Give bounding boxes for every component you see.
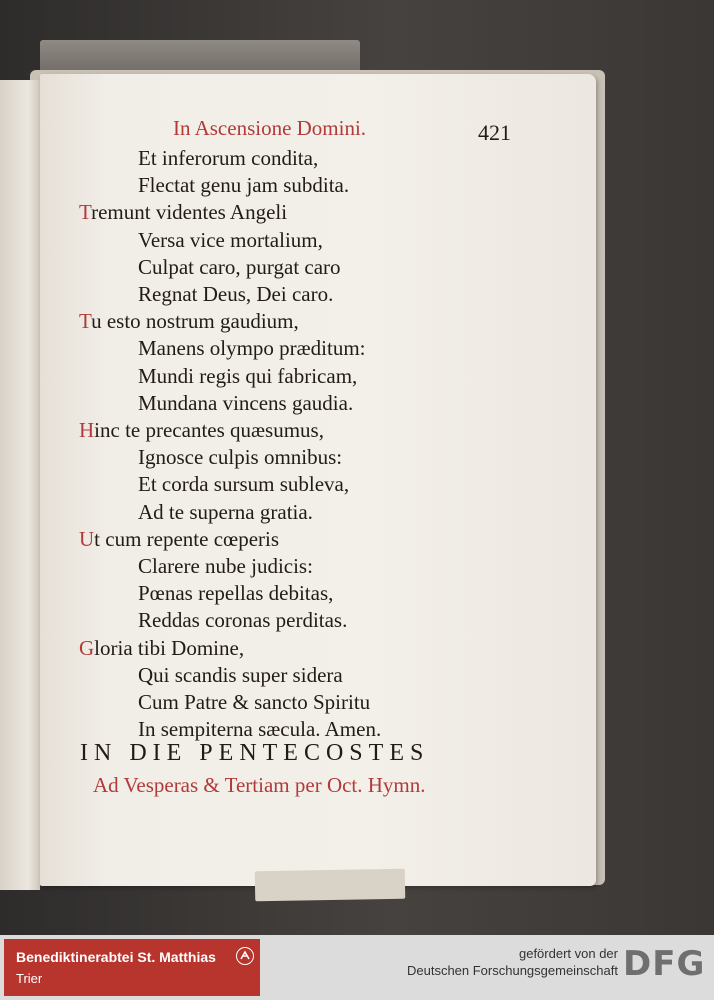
hymn-line bbox=[138, 390, 354, 415]
hymn-line-text: In sempiterna sæcula. Amen. bbox=[138, 717, 382, 742]
hymn-line bbox=[138, 284, 333, 305]
hymn-line bbox=[79, 526, 280, 551]
hymn-line bbox=[138, 227, 323, 252]
hymn-line bbox=[138, 583, 333, 604]
hymn-line bbox=[138, 254, 341, 279]
section-heading: IN DIE PENTECOSTES bbox=[80, 740, 430, 766]
red-initial: H bbox=[79, 418, 95, 442]
red-initial: T bbox=[79, 200, 92, 225]
funding-line-2: Deutschen Forschungsgemeinschaft bbox=[406, 963, 618, 978]
facing-page-edge bbox=[0, 80, 40, 890]
section-subheading: Ad Vesperas & Tertiam per Oct. Hymn. bbox=[93, 773, 426, 797]
hymn-line-text: Cum Patre & sancto Spiritu bbox=[138, 690, 371, 714]
hymn-line bbox=[138, 474, 349, 495]
hymn-line-text: Clarere nube judicis: bbox=[138, 554, 313, 578]
dfg-logo[interactable]: DFG bbox=[623, 944, 706, 984]
hymn-line-text: Regnat Deus, Dei caro. bbox=[138, 282, 334, 306]
institution-name: Benediktinerabtei St. Matthias bbox=[16, 949, 216, 965]
page-number: 421 bbox=[478, 120, 511, 145]
hymn-line-text: Ignosce culpis omnibus: bbox=[138, 445, 343, 470]
hymn-line-text: Et corda sursum subleva, bbox=[138, 472, 350, 497]
hymn-line bbox=[138, 719, 381, 740]
hymn-line bbox=[138, 175, 349, 196]
hymn-line-text: u esto nostrum gaudium, bbox=[91, 309, 299, 334]
hymn-line-text: remunt videntes Angeli bbox=[91, 200, 288, 225]
hymn-line bbox=[79, 635, 245, 660]
hymn-line bbox=[138, 338, 366, 359]
red-initial: T bbox=[79, 309, 92, 334]
paper-scrap bbox=[255, 869, 406, 902]
hymn-line-text: Culpat caro, purgat caro bbox=[138, 254, 341, 279]
hymn-line bbox=[138, 662, 343, 687]
hymn-line-text: Mundi regis qui fabricam, bbox=[138, 363, 358, 388]
hymn-line-text: Et inferorum condita, bbox=[138, 146, 319, 170]
hymn-line bbox=[138, 692, 370, 713]
hymn-line bbox=[138, 148, 318, 169]
hymn-line-text: Qui scandis super sidera bbox=[138, 662, 343, 687]
footer-bar bbox=[0, 935, 714, 1000]
hymn-line-text: Manens olympo præditum: bbox=[138, 336, 366, 361]
hymn-line-text: Ad te superna gratia. bbox=[138, 499, 313, 524]
hymn-line-text: loria tibi Domine, bbox=[94, 635, 245, 660]
hymn-line bbox=[138, 363, 358, 388]
red-initial: U bbox=[79, 526, 95, 551]
hymn-line bbox=[138, 556, 313, 577]
hymn-line bbox=[138, 499, 313, 524]
hymn-line-text: inc te precantes quæsumus, bbox=[94, 418, 324, 442]
hymn-line-text: Mundana vincens gaudia. bbox=[138, 390, 354, 415]
hymn-line-text: Flectat genu jam subdita. bbox=[138, 173, 350, 198]
hymn-line-text: t cum repente cœperis bbox=[94, 526, 280, 551]
abbey-logo-icon bbox=[236, 947, 254, 965]
red-initial: G bbox=[79, 635, 95, 660]
hymn-line bbox=[138, 610, 347, 631]
hymn-line bbox=[79, 202, 287, 223]
hymn-line-text: Pœnas repellas debitas, bbox=[138, 581, 334, 606]
hymn-line bbox=[79, 311, 299, 332]
funding-note bbox=[407, 945, 618, 979]
hymn-line bbox=[138, 447, 342, 468]
running-title: In Ascensione Domini. bbox=[173, 116, 367, 140]
institution-banner[interactable] bbox=[4, 939, 260, 996]
hymn-line-text: Reddas coronas perditas. bbox=[138, 608, 348, 633]
funding-line-1: gefördert von der bbox=[518, 946, 618, 961]
hymn-line-text: Versa vice mortalium, bbox=[138, 227, 323, 252]
hymn-line bbox=[79, 420, 324, 441]
institution-city: Trier bbox=[16, 971, 43, 986]
